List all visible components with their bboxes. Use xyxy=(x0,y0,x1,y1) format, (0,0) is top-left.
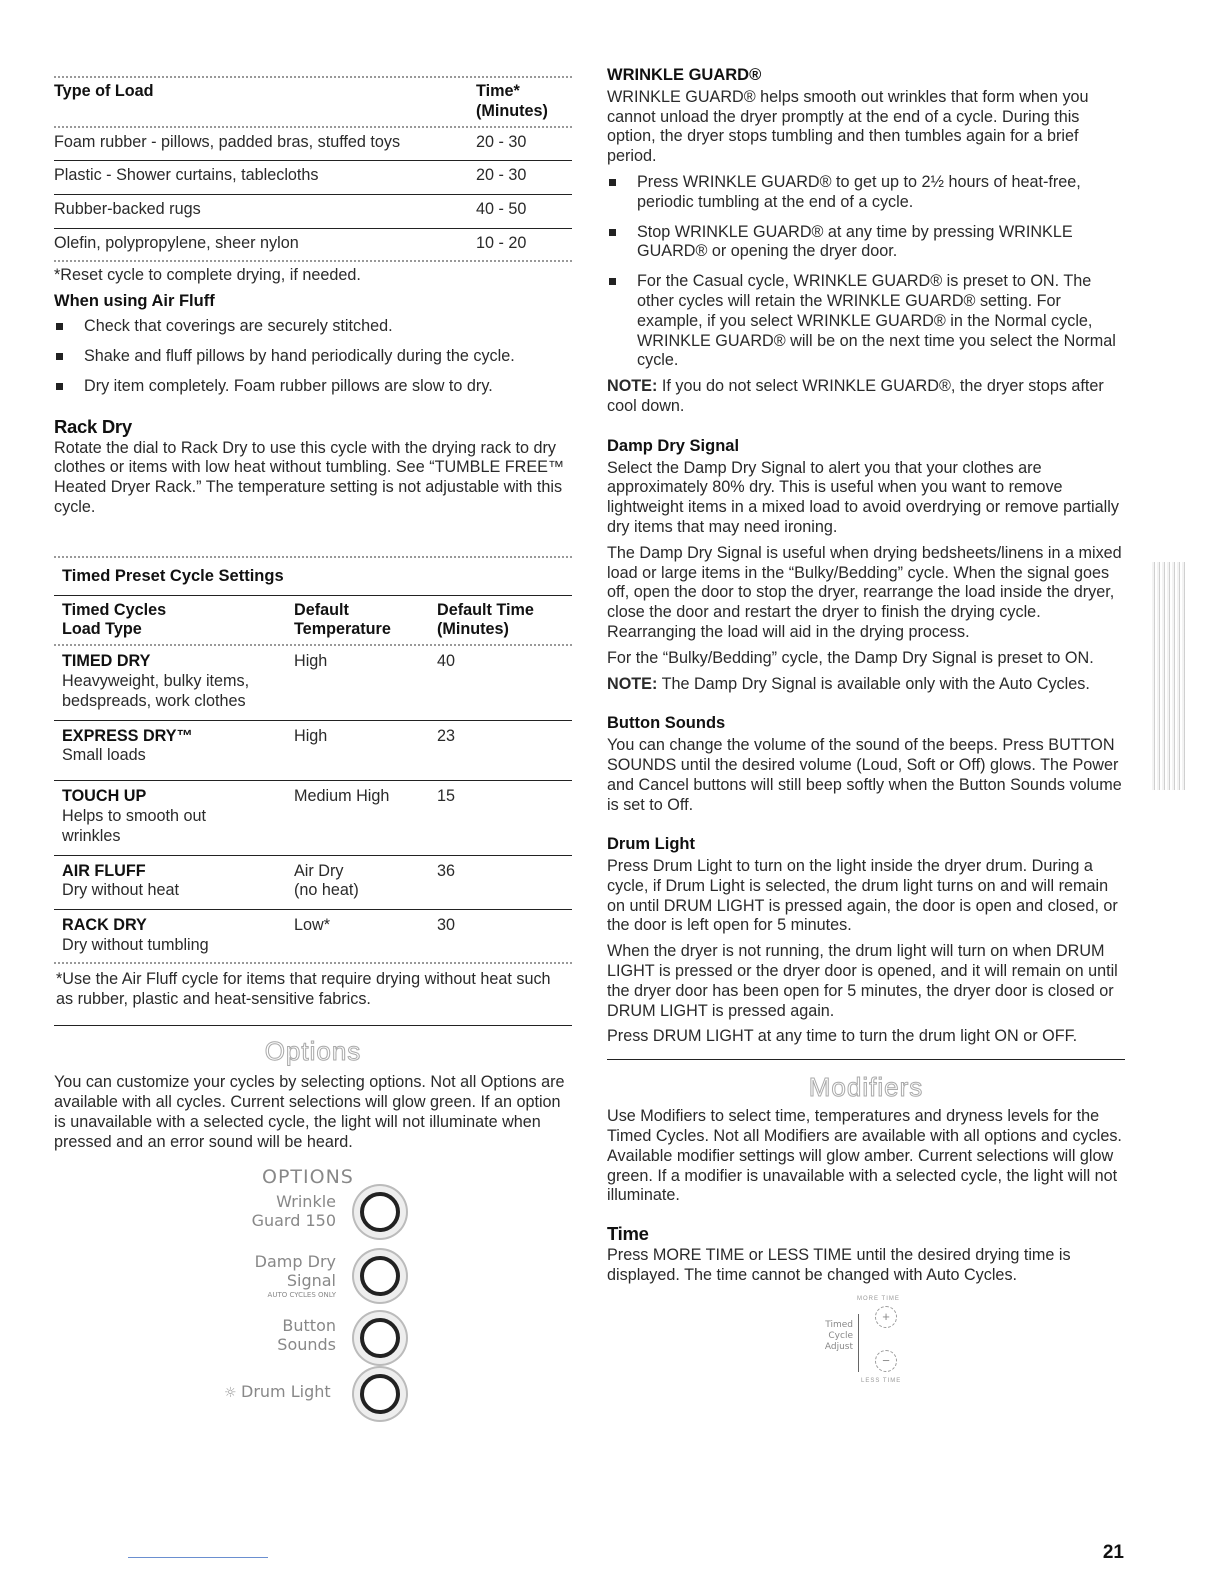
damp-dry-p1: Select the Damp Dry Signal to alert you that your clothes are approximately 80% dry. This is useful when you want to remove lightweight items in a mixed load to avoid overdrying or remove partially dry items that may need ironing. xyxy=(607,458,1119,536)
preset-row-timed-dry xyxy=(54,646,572,719)
right-column xyxy=(607,66,1125,1404)
wrinkle-guard-label: Wrinkle Guard 150 xyxy=(251,1192,336,1231)
list-item: Check that coverings are securely stitched. xyxy=(54,317,572,337)
load-table-footnote: *Reset cycle to complete drying, if needed. xyxy=(54,265,361,284)
table-row: Foam rubber - pillows, padded bras, stuffed toys 20 - 30 xyxy=(54,132,527,151)
divider xyxy=(54,1025,572,1026)
divider xyxy=(607,1059,1125,1060)
time-text: Press MORE TIME or LESS TIME until the desired drying time is displayed. The time cannot be changed with Auto Cycles. xyxy=(607,1246,1071,1284)
divider xyxy=(54,556,572,558)
page-number: 21 xyxy=(1102,1542,1124,1563)
wrinkle-guard-heading: WRINKLE GUARD® xyxy=(607,66,762,84)
damp-dry-note: NOTE: The Damp Dry Signal is available only with the Auto Cycles. xyxy=(607,674,1090,693)
load-type-rows xyxy=(54,128,572,161)
separator xyxy=(858,1314,859,1372)
table-row: Olefin, polypropylene, sheer nylon 10 - 20 xyxy=(54,233,527,252)
air-fluff-heading: When using Air Fluff xyxy=(54,291,215,310)
divider xyxy=(54,260,572,262)
list-item: Stop WRINKLE GUARD® at any time by pressing WRINKLE GUARD® or opening the dryer door. xyxy=(607,223,1125,263)
preset-row-air-fluff xyxy=(54,856,572,910)
button-sounds-button[interactable] xyxy=(360,1318,400,1358)
modifiers-text: Use Modifiers to select time, temperatures and dryness levels for the Timed Cycles. Not all Modifiers are available with all options and cycles. Available modifier settings will glow amber. Current selections will glow green. If a modifier is unavailable with a selected cycle, the light will not illuminate. xyxy=(607,1107,1122,1205)
table-row: TOUCH UP Helps to smooth out wrinkles Medium High 15 xyxy=(62,787,456,845)
wrinkle-guard-text: WRINKLE GUARD® helps smooth out wrinkles that form when you cannot unload the dryer promptly at the end of a cycle. During this option, the dryer stops tumbling and then tumbles again for a brief period. xyxy=(607,87,1089,166)
button-sounds-label: Button Sounds xyxy=(277,1316,336,1355)
load-table-header-type: Type of Load xyxy=(54,82,154,100)
table-row: EXPRESS DRY™ Small loads High 23 xyxy=(62,726,456,765)
damp-dry-signal-label: Damp Dry Signal AUTO CYCLES ONLY xyxy=(254,1252,336,1300)
options-panel-header: OPTIONS xyxy=(262,1166,354,1189)
options-text: You can customize your cycles by selecting options. Not all Options are available with all cycles. Current selections will glow green. If an option is unavailable with a selected cycle, the light will not illuminate when pressed and an error sound will be heard. xyxy=(54,1073,565,1151)
time-adjust-illustration xyxy=(607,1294,1125,1404)
divider xyxy=(54,595,572,596)
time-heading: Time xyxy=(607,1223,649,1245)
rack-dry-text: Rotate the dial to Rack Dry to use this cycle with the drying rack to dry clothes or items with low heat without tumbling. See “TUMBLE FREE™ Heated Dryer Rack.” The temperature setting is not adjustable with this cycle. xyxy=(54,438,565,516)
button-sounds-heading: Button Sounds xyxy=(607,714,726,733)
left-column xyxy=(54,66,572,1446)
more-time-label: MORE TIME xyxy=(857,1295,900,1302)
preset-row-express-dry xyxy=(54,721,572,781)
rack-dry-heading: Rack Dry xyxy=(54,415,132,437)
more-time-button[interactable]: + xyxy=(875,1306,897,1328)
list-item: Press WRINKLE GUARD® to get up to 2½ hours of heat-free, periodic tumbling at the end of a cycle. xyxy=(607,173,1125,213)
list-item: Dry item completely. Foam rubber pillows are slow to dry. xyxy=(54,377,572,397)
modifiers-title: Modifiers xyxy=(808,1072,924,1103)
drum-light-p1: Press Drum Light to turn on the light inside the dryer drum. During a cycle, if Drum Light is selected, the drum light turns on and will remain on until DRUM LIGHT is pressed again, the door is open and closed, or the door is left open for 5 minutes. xyxy=(607,857,1118,935)
button-sounds-text: You can change the volume of the sound of the beeps. Press BUTTON SOUNDS until the desired volume (Loud, Soft or Off) glows. The Power and Cancel buttons will still beep softly when the Button Sounds volume is set to Off. xyxy=(607,736,1122,814)
drum-light-p3: Press DRUM LIGHT at any time to turn the drum light ON or OFF. xyxy=(607,1027,1078,1046)
preset-row-rack-dry xyxy=(54,910,572,962)
wrinkle-guard-list xyxy=(607,173,1125,371)
divider xyxy=(54,962,572,964)
footer-line xyxy=(128,1557,268,1558)
table-row: TIMED DRY Heavyweight, bulky items, bedspreads, work clothes High 40 xyxy=(62,652,456,710)
preset-table-title: Timed Preset Cycle Settings xyxy=(62,566,284,585)
options-panel-illustration xyxy=(54,1166,572,1446)
less-time-button[interactable]: − xyxy=(875,1350,897,1372)
options-title: Options xyxy=(264,1036,362,1067)
table-row: RACK DRY Dry without tumbling Low* 30 xyxy=(62,916,456,954)
wrinkle-guard-button[interactable] xyxy=(360,1192,400,1232)
load-table-header-time: Time* (Minutes) xyxy=(476,82,548,120)
drum-light-p2: When the dryer is not running, the drum light will turn on when DRUM LIGHT is pressed or the dryer door is opened, and it will remain on until the dryer door has been open for 5 minutes, the dryer door is closed or DRUM LIGHT is pressed again. xyxy=(607,942,1118,1020)
drum-light-heading: Drum Light xyxy=(607,835,695,854)
drum-light-button[interactable] xyxy=(360,1374,400,1414)
damp-dry-heading: Damp Dry Signal xyxy=(607,436,740,455)
side-language-tab xyxy=(1152,562,1186,790)
divider xyxy=(54,76,572,78)
list-item: Shake and fluff pillows by hand periodically during the cycle. xyxy=(54,347,572,367)
light-bulb-icon: ☼ xyxy=(224,1385,237,1402)
preset-row-touch-up xyxy=(54,781,572,854)
preset-table-footnote: *Use the Air Fluff cycle for items that require drying without heat such as rubber, plastic and heat-sensitive fabrics. xyxy=(56,969,551,1008)
air-fluff-list xyxy=(54,317,572,396)
damp-dry-p3: For the “Bulky/Bedding” cycle, the Damp Dry Signal is preset to ON. xyxy=(607,648,1094,667)
table-row: Rubber-backed rugs 40 - 50 xyxy=(54,200,527,219)
load-type-table xyxy=(54,82,572,122)
drum-light-label: ☼ Drum Light xyxy=(224,1382,331,1402)
preset-table-header: Timed Cycles Load Type Default Temperature Default Time (Minutes) xyxy=(62,600,534,639)
wrinkle-guard-note: NOTE: If you do not select WRINKLE GUARD®, the dryer stops after cool down. xyxy=(607,377,1104,415)
preset-table xyxy=(54,601,572,641)
damp-dry-signal-button[interactable] xyxy=(360,1256,400,1296)
less-time-label: LESS TIME xyxy=(861,1377,902,1384)
timed-cycle-adjust-label: Timed Cycle Adjust xyxy=(824,1319,853,1352)
damp-dry-p2: The Damp Dry Signal is useful when drying bedsheets/linens in a mixed load or large items in the “Bulky/Bedding” cycle. When the signal goes off, open the door to stop the dryer, rearrange the load inside the dryer, close the door and restart the dryer to finish the drying cycle. Rearranging the load will aid in the drying process. xyxy=(607,543,1122,641)
list-item: For the Casual cycle, WRINKLE GUARD® is preset to ON. The other cycles will retain the WRINKLE GUARD® setting. For example, if you select WRINKLE GUARD® in the Normal cycle, WRINKLE GUARD® will be on the next time you select the Normal cycle. xyxy=(607,272,1125,371)
table-row: AIR FLUFF Dry without heat Air Dry (no heat) 36 xyxy=(62,861,456,900)
table-row: Plastic - Shower curtains, tablecloths 20 - 30 xyxy=(54,166,527,185)
